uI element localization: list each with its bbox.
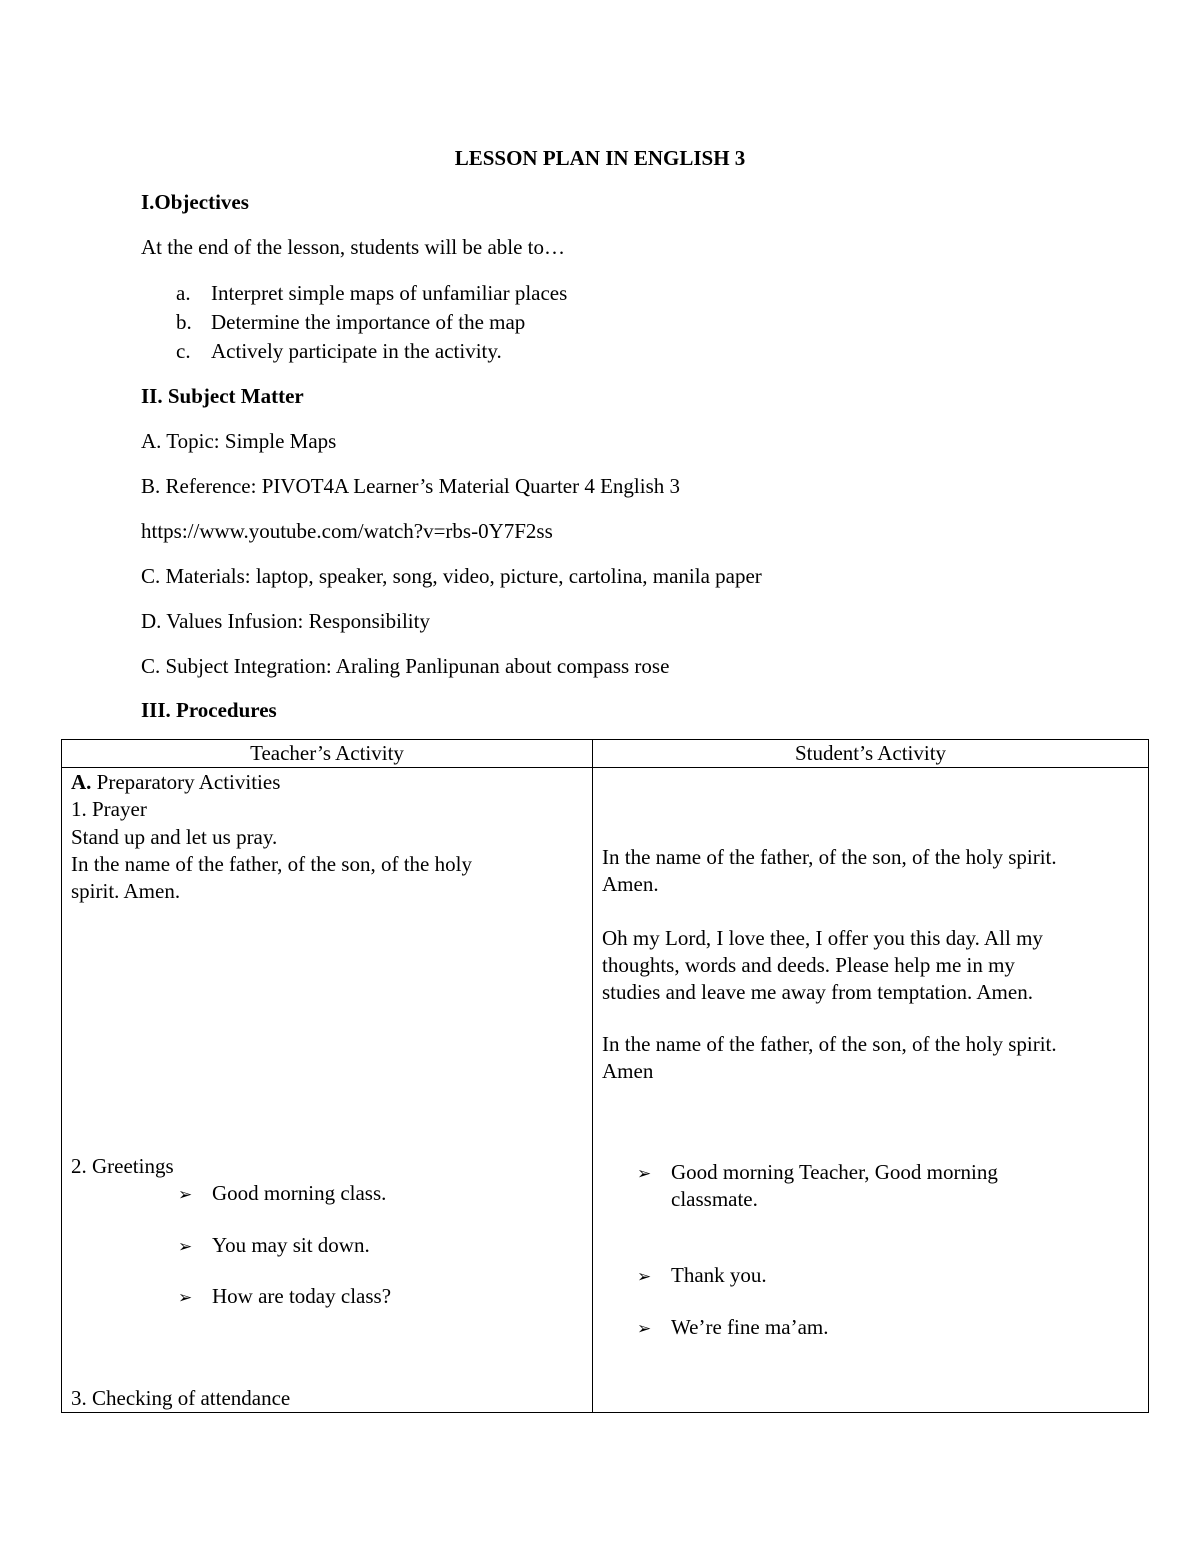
document-title: LESSON PLAN IN ENGLISH 3	[454, 146, 746, 170]
prayer-text-line: spirit. Amen.	[71, 879, 181, 904]
section-letter: A.	[71, 770, 92, 795]
arrow-bullet-icon: ➢	[178, 1237, 193, 1258]
objective-item	[176, 309, 525, 336]
reference-link[interactable]: https://www.youtube.com/watch?v=rbs-0Y7F2ss	[141, 519, 553, 543]
objective-text: Determine the importance of the map	[211, 310, 526, 334]
student-response	[637, 1314, 828, 1341]
list-marker: a.	[176, 281, 191, 305]
greeting-text: You may sit down.	[212, 1233, 370, 1258]
prayer-label: 1. Prayer	[71, 797, 147, 822]
prayer-instruction: Stand up and let us pray.	[71, 825, 278, 850]
teacher-column-header: Teacher’s Activity	[62, 740, 593, 768]
objective-text: Interpret simple maps of unfamiliar places	[211, 281, 568, 305]
student-activity-cell	[593, 768, 1149, 1413]
arrow-bullet-icon: ➢	[637, 1267, 652, 1288]
greetings-label: 2. Greetings	[71, 1154, 174, 1179]
materials-line: C. Materials: laptop, speaker, song, video, picture, cartolina, manila paper	[141, 564, 762, 588]
list-marker: b.	[176, 310, 192, 334]
section-title: Preparatory Activities	[91, 770, 281, 795]
table-header-row	[62, 740, 1149, 768]
greeting-item	[178, 1232, 370, 1259]
response-text-continued: classmate.	[671, 1187, 758, 1212]
objectives-heading: I.Objectives	[141, 190, 249, 214]
prayer-text-line: In the name of the father, of the son, of the holy	[71, 852, 472, 877]
procedures-table	[61, 739, 1149, 1413]
response-text: Thank you.	[671, 1263, 767, 1288]
arrow-bullet-icon: ➢	[178, 1288, 193, 1309]
arrow-bullet-icon: ➢	[178, 1185, 193, 1206]
student-prayer-line: studies and leave me away from temptation. Amen.	[602, 980, 1033, 1005]
objective-text: Actively participate in the activity.	[211, 339, 502, 363]
greeting-text: How are today class?	[212, 1284, 392, 1309]
table-row	[62, 768, 1149, 1413]
topic-line: A. Topic: Simple Maps	[141, 429, 337, 453]
student-response	[637, 1159, 998, 1186]
student-response	[637, 1262, 767, 1289]
objectives-intro: At the end of the lesson, students will be able to…	[141, 235, 566, 259]
values-line: D. Values Infusion: Responsibility	[141, 609, 430, 633]
student-column-header: Student’s Activity	[593, 740, 1149, 768]
list-marker: c.	[176, 339, 191, 363]
integration-line: C. Subject Integration: Araling Panlipunan about compass rose	[141, 654, 670, 678]
teacher-activity-cell	[62, 768, 593, 1413]
arrow-bullet-icon: ➢	[637, 1164, 652, 1185]
attendance-label: 3. Checking of attendance	[71, 1386, 291, 1411]
greeting-item	[178, 1283, 391, 1310]
subject-matter-heading: II. Subject Matter	[141, 384, 304, 408]
student-prayer-line: In the name of the father, of the son, of the holy spirit.	[602, 1032, 1057, 1057]
student-prayer-line: In the name of the father, of the son, of the holy spirit.	[602, 845, 1057, 870]
student-prayer-line: Oh my Lord, I love thee, I offer you this day. All my	[602, 926, 1043, 951]
reference-line: B. Reference: PIVOT4A Learner’s Material Quarter 4 English 3	[141, 474, 681, 498]
procedures-heading: III. Procedures	[141, 698, 277, 722]
response-text: We’re fine ma’am.	[671, 1315, 829, 1340]
greeting-item	[178, 1180, 386, 1207]
student-prayer-line: Amen	[602, 1059, 654, 1084]
preparatory-heading	[71, 769, 280, 796]
objective-item	[176, 338, 502, 365]
arrow-bullet-icon: ➢	[637, 1319, 652, 1340]
greeting-text: Good morning class.	[212, 1181, 387, 1206]
response-text: Good morning Teacher, Good morning	[671, 1160, 998, 1185]
student-prayer-line: Amen.	[602, 872, 659, 897]
student-prayer-line: thoughts, words and deeds. Please help me in my	[602, 953, 1015, 978]
objective-item	[176, 280, 567, 307]
